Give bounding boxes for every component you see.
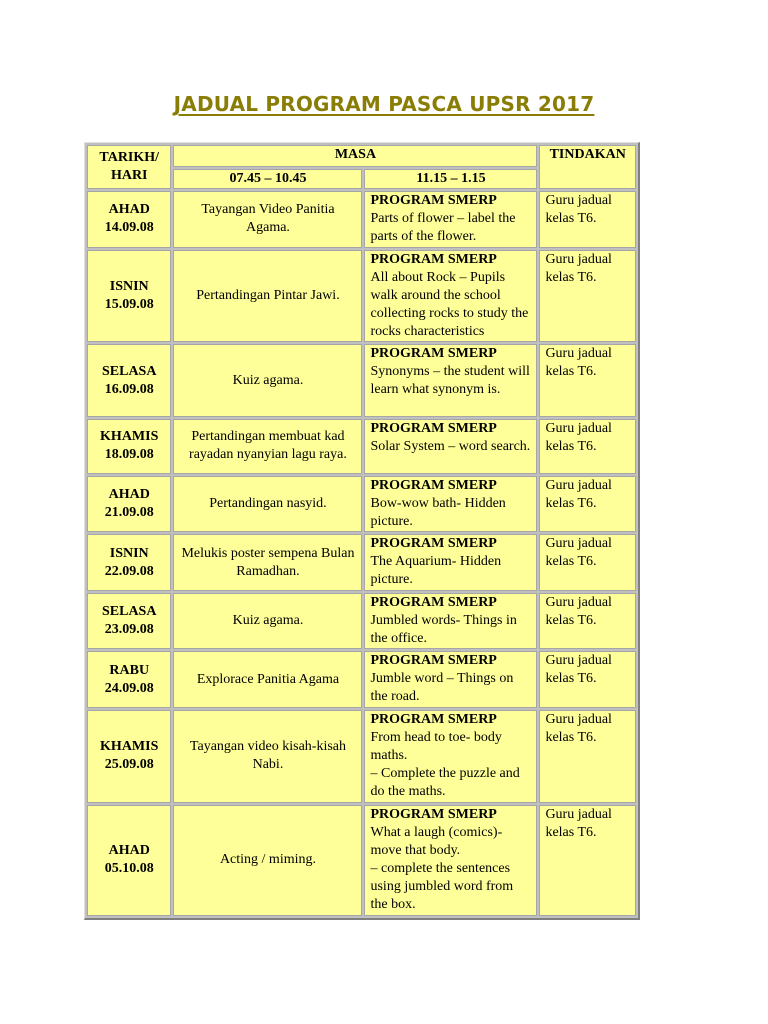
program-label: PROGRAM SMERP (370, 193, 497, 208)
morning-activity-cell: Tayangan video kisah-kisah Nabi. (173, 710, 362, 803)
date-cell (87, 534, 171, 591)
program-activity-text: – complete the sentences using jumbled word from the box. (370, 860, 514, 912)
program-label: PROGRAM SMERP (370, 711, 497, 727)
date-label: 18.09.08 (104, 447, 154, 463)
date-label: 24.09.08 (104, 680, 154, 696)
action-cell: Guru jadual kelas T6. (539, 476, 636, 533)
day-label: ISNIN (109, 545, 149, 561)
date-label: 22.09.08 (104, 563, 154, 579)
program-label: PROGRAM SMERP (370, 594, 497, 610)
program-label: PROGRAM SMERP (370, 653, 497, 669)
action-cell: Guru jadual kelas T6. (539, 191, 636, 248)
header-tindakan: TINDAKAN (539, 145, 636, 189)
day-label: KHAMIS (100, 429, 159, 445)
morning-activity-cell: Acting / miming. (173, 805, 362, 916)
program-activity-text: From head to toe- body maths. (370, 729, 502, 763)
table-row (87, 593, 636, 650)
date-label: 14.09.08 (104, 220, 154, 236)
afternoon-program-cell (364, 710, 537, 803)
program-activity-text: Synonyms – the student will learn what synonym is. (370, 364, 530, 398)
action-cell: Guru jadual kelas T6. (539, 710, 636, 803)
day-label: SELASA (101, 604, 157, 620)
table-row (87, 419, 636, 474)
day-label: KHAMIS (100, 739, 159, 755)
afternoon-program-cell (364, 250, 537, 343)
header-slot-afternoon: 11.15 – 1.15 (364, 169, 537, 189)
afternoon-program-cell (364, 651, 537, 708)
morning-activity-cell: Kuiz agama. (173, 593, 362, 650)
afternoon-program-cell (364, 805, 537, 916)
program-label: PROGRAM SMERP (370, 536, 497, 552)
program-activity-text: Solar System – word search. (370, 439, 531, 455)
schedule-table-frame (84, 142, 640, 920)
date-label: 23.09.08 (104, 622, 154, 638)
page-title: JADUAL PROGRAM PASCA UPSR 2017 (173, 92, 595, 116)
date-label: 05.10.08 (104, 861, 154, 877)
table-row (87, 710, 636, 803)
table-row (87, 250, 636, 343)
day-label: RABU (109, 662, 150, 678)
morning-activity-cell: Kuiz agama. (173, 344, 362, 417)
date-cell (87, 710, 171, 803)
program-activity-text: All about Rock – Pupils walk around the school collecting rocks to study the rocks characteristics (370, 269, 529, 339)
date-label: 15.09.08 (104, 297, 154, 312)
date-cell (87, 191, 171, 248)
header-masa: MASA (173, 145, 537, 167)
morning-activity-cell: Explorace Panitia Agama (173, 651, 362, 708)
table-row (87, 534, 636, 591)
program-label: PROGRAM SMERP (370, 421, 497, 437)
day-label: AHAD (108, 843, 150, 859)
afternoon-program-cell (364, 191, 537, 248)
afternoon-program-cell (364, 476, 537, 533)
afternoon-program-cell (364, 534, 537, 591)
program-activity-text: Bow-wow bath- Hidden picture. (370, 495, 506, 529)
date-cell (87, 344, 171, 417)
day-label: AHAD (108, 202, 150, 218)
date-label: 21.09.08 (104, 504, 154, 520)
table-row (87, 344, 636, 417)
header-tarikh: TARIKH/ HARI (87, 145, 171, 189)
day-label: SELASA (101, 363, 157, 379)
morning-activity-cell: Pertandingan nasyid. (173, 476, 362, 533)
program-activity-text: The Aquarium- Hidden picture. (370, 554, 502, 588)
program-activity-text: – Complete the puzzle and do the maths. (370, 765, 520, 799)
date-cell (87, 651, 171, 708)
afternoon-program-cell (364, 419, 537, 474)
action-cell: Guru jadual kelas T6. (539, 805, 636, 916)
table-row (87, 651, 636, 708)
date-label: 25.09.08 (104, 757, 154, 773)
program-label: PROGRAM SMERP (370, 251, 497, 267)
morning-activity-cell: Melukis poster sempena Bulan Ramadhan. (173, 534, 362, 591)
day-label: AHAD (108, 486, 150, 502)
date-cell (87, 419, 171, 474)
morning-activity-cell: Pertandingan Pintar Jawi. (173, 250, 362, 343)
date-cell (87, 805, 171, 916)
action-cell: Guru jadual kelas T6. (539, 651, 636, 708)
action-cell: Guru jadual kelas T6. (539, 419, 636, 474)
header-slot-morning: 07.45 – 10.45 (173, 169, 362, 189)
program-activity-text: Jumble word – Things on the road. (370, 671, 514, 705)
date-cell (87, 250, 171, 343)
program-activity-text: What a laugh (comics)- move that body. (370, 824, 503, 858)
afternoon-program-cell (364, 344, 537, 417)
morning-activity-cell: Pertandingan membuat kad rayadan nyanyian lagu raya. (173, 419, 362, 474)
afternoon-program-cell (364, 593, 537, 650)
action-cell: Guru jadual kelas T6. (539, 593, 636, 650)
date-cell (87, 593, 171, 650)
program-activity-text: Jumbled words- Things in the office. (370, 612, 517, 646)
action-cell: Guru jadual kelas T6. (539, 344, 636, 417)
date-cell (87, 476, 171, 533)
action-cell: Guru jadual kelas T6. (539, 534, 636, 591)
program-label: PROGRAM SMERP (370, 346, 497, 362)
program-label: PROGRAM SMERP (370, 477, 497, 493)
morning-activity-cell: Tayangan Video Panitia Agama. (173, 191, 362, 248)
schedule-table (85, 143, 638, 918)
action-cell: Guru jadual kelas T6. (539, 250, 636, 343)
date-label: 16.09.08 (104, 381, 154, 397)
day-label: ISNIN (109, 279, 149, 294)
program-label: PROGRAM SMERP (370, 806, 497, 822)
table-row (87, 805, 636, 916)
table-row (87, 191, 636, 248)
program-activity-text: Parts of flower – label the parts of the flower. (370, 211, 516, 244)
table-row (87, 476, 636, 533)
